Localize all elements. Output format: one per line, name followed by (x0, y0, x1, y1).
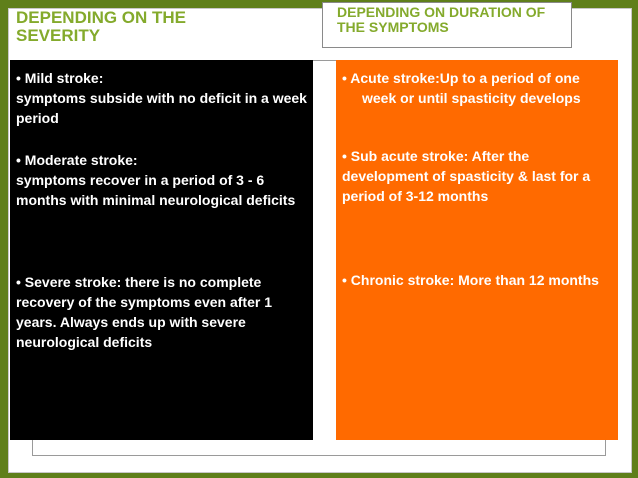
heading-duration-text: DEPENDING ON DURATION OF THE SYMPTOMS (337, 4, 546, 35)
subacute-stroke-text: • Sub acute stroke: After the development of spasticity & last for a period of 3-12 months (342, 148, 591, 204)
severe-stroke-text: • Severe stroke: there is no complete recovery of the symptoms even after 1 years. Always ends up with severe neurological deficits (16, 274, 272, 350)
chronic-stroke-text: • Chronic stroke: More than 12 months (342, 272, 599, 288)
heading-duration (322, 2, 572, 48)
heading-severity (16, 9, 236, 45)
severity-box (10, 60, 313, 440)
mild-stroke-text: • Mild stroke: symptoms subside with no deficit in a week period (16, 70, 307, 126)
acute-stroke-text: • Acute stroke:Up to a period of one week or until spasticity develops (342, 70, 581, 106)
moderate-stroke-text: • Moderate stroke: symptoms recover in a period of 3 - 6 months with minimal neurological deficits (16, 152, 296, 208)
duration-box (336, 60, 618, 440)
heading-severity-text: DEPENDING ON THE SEVERITY (16, 8, 187, 45)
